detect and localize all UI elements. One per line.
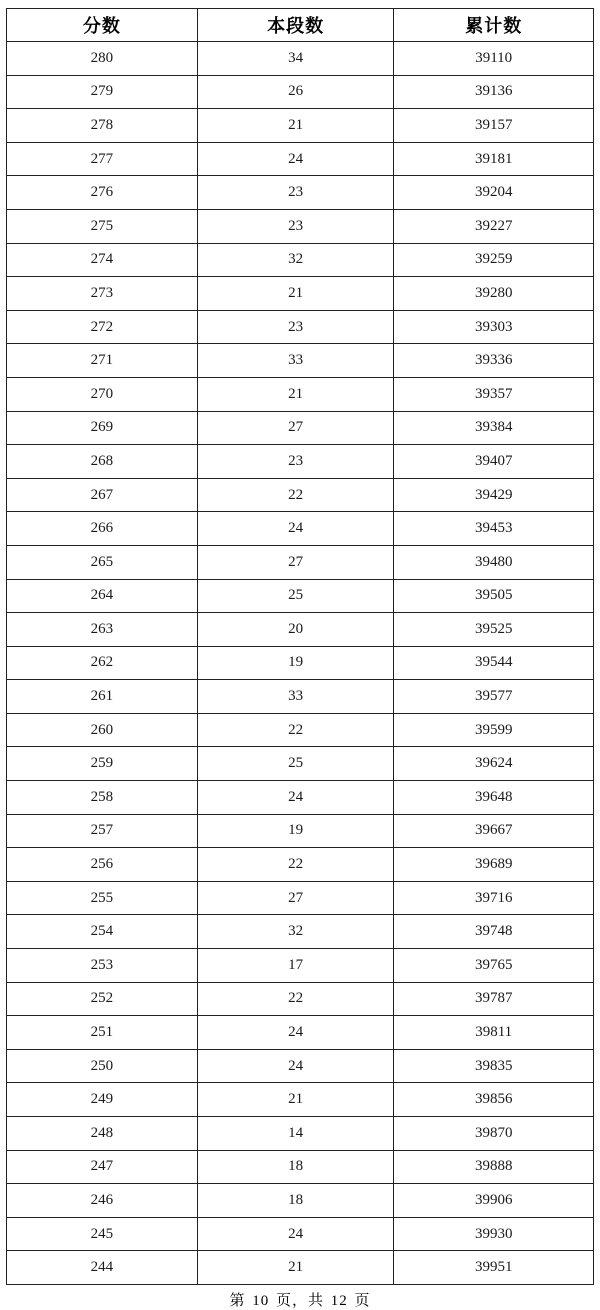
cell-segment-count: 33 <box>197 344 394 378</box>
cell-segment-count: 23 <box>197 176 394 210</box>
cell-cumulative-count: 39259 <box>394 243 594 277</box>
table-row <box>7 277 594 311</box>
cell-segment-count: 17 <box>197 949 394 983</box>
cell-cumulative-count: 39648 <box>394 781 594 815</box>
table-row <box>7 848 594 882</box>
cell-segment-count: 21 <box>197 377 394 411</box>
cell-cumulative-count: 39599 <box>394 713 594 747</box>
cell-cumulative-count: 39951 <box>394 1251 594 1285</box>
cell-segment-count: 22 <box>197 713 394 747</box>
table-row <box>7 781 594 815</box>
table-header-row <box>7 9 594 42</box>
cell-cumulative-count: 39835 <box>394 1049 594 1083</box>
cell-segment-count: 19 <box>197 646 394 680</box>
cell-cumulative-count: 39357 <box>394 377 594 411</box>
cell-segment-count: 25 <box>197 579 394 613</box>
cell-cumulative-count: 39429 <box>394 478 594 512</box>
cell-score: 274 <box>7 243 198 277</box>
footer-current-page: 10 <box>252 1292 270 1309</box>
cell-score: 265 <box>7 545 198 579</box>
cell-segment-count: 24 <box>197 142 394 176</box>
table-row <box>7 1217 594 1251</box>
table-row <box>7 344 594 378</box>
cell-score: 247 <box>7 1150 198 1184</box>
cell-score: 262 <box>7 646 198 680</box>
cell-score: 259 <box>7 747 198 781</box>
cell-cumulative-count: 39930 <box>394 1217 594 1251</box>
table-row <box>7 814 594 848</box>
table-row <box>7 310 594 344</box>
table-row <box>7 613 594 647</box>
cell-score: 260 <box>7 713 198 747</box>
cell-segment-count: 32 <box>197 243 394 277</box>
cell-score: 261 <box>7 680 198 714</box>
cell-cumulative-count: 39906 <box>394 1184 594 1218</box>
cell-score: 252 <box>7 982 198 1016</box>
cell-score: 246 <box>7 1184 198 1218</box>
cell-cumulative-count: 39480 <box>394 545 594 579</box>
cell-cumulative-count: 39181 <box>394 142 594 176</box>
table-row <box>7 209 594 243</box>
column-header-score: 分数 <box>7 9 198 42</box>
cell-segment-count: 20 <box>197 613 394 647</box>
cell-cumulative-count: 39407 <box>394 445 594 479</box>
cell-score: 249 <box>7 1083 198 1117</box>
table-row <box>7 109 594 143</box>
cell-score: 266 <box>7 512 198 546</box>
cell-segment-count: 24 <box>197 781 394 815</box>
cell-segment-count: 34 <box>197 42 394 76</box>
cell-segment-count: 32 <box>197 915 394 949</box>
cell-cumulative-count: 39505 <box>394 579 594 613</box>
cell-cumulative-count: 39157 <box>394 109 594 143</box>
cell-score: 275 <box>7 209 198 243</box>
column-header-cumulative-count: 累计数 <box>394 9 594 42</box>
table-row <box>7 1049 594 1083</box>
table-row <box>7 1083 594 1117</box>
table-row <box>7 1184 594 1218</box>
cell-segment-count: 24 <box>197 1217 394 1251</box>
cell-cumulative-count: 39624 <box>394 747 594 781</box>
table-row <box>7 1251 594 1285</box>
cell-score: 245 <box>7 1217 198 1251</box>
cell-cumulative-count: 39667 <box>394 814 594 848</box>
cell-score: 248 <box>7 1117 198 1151</box>
cell-segment-count: 25 <box>197 747 394 781</box>
cell-score: 279 <box>7 75 198 109</box>
cell-segment-count: 26 <box>197 75 394 109</box>
cell-score: 250 <box>7 1049 198 1083</box>
cell-segment-count: 23 <box>197 445 394 479</box>
table-row <box>7 142 594 176</box>
cell-cumulative-count: 39856 <box>394 1083 594 1117</box>
cell-cumulative-count: 39544 <box>394 646 594 680</box>
cell-cumulative-count: 39787 <box>394 982 594 1016</box>
cell-cumulative-count: 39384 <box>394 411 594 445</box>
table-row <box>7 680 594 714</box>
cell-score: 264 <box>7 579 198 613</box>
cell-segment-count: 24 <box>197 512 394 546</box>
table-row <box>7 915 594 949</box>
cell-score: 273 <box>7 277 198 311</box>
cell-cumulative-count: 39748 <box>394 915 594 949</box>
cell-cumulative-count: 39136 <box>394 75 594 109</box>
table-row <box>7 1150 594 1184</box>
table-row <box>7 478 594 512</box>
cell-score: 277 <box>7 142 198 176</box>
cell-score: 255 <box>7 881 198 915</box>
table-row <box>7 176 594 210</box>
cell-cumulative-count: 39204 <box>394 176 594 210</box>
footer-total-pages: 12 <box>330 1292 348 1309</box>
cell-cumulative-count: 39577 <box>394 680 594 714</box>
page-footer <box>6 1289 594 1310</box>
cell-cumulative-count: 39110 <box>394 42 594 76</box>
cell-segment-count: 22 <box>197 848 394 882</box>
cell-segment-count: 24 <box>197 1016 394 1050</box>
cell-segment-count: 23 <box>197 310 394 344</box>
cell-score: 244 <box>7 1251 198 1285</box>
cell-score: 280 <box>7 42 198 76</box>
cell-cumulative-count: 39765 <box>394 949 594 983</box>
cell-cumulative-count: 39525 <box>394 613 594 647</box>
cell-cumulative-count: 39716 <box>394 881 594 915</box>
cell-score: 256 <box>7 848 198 882</box>
cell-segment-count: 33 <box>197 680 394 714</box>
cell-cumulative-count: 39303 <box>394 310 594 344</box>
cell-score: 251 <box>7 1016 198 1050</box>
cell-score: 267 <box>7 478 198 512</box>
table-row <box>7 713 594 747</box>
table-row <box>7 411 594 445</box>
table-body <box>7 42 594 1285</box>
cell-score: 268 <box>7 445 198 479</box>
table-row <box>7 949 594 983</box>
cell-segment-count: 21 <box>197 1083 394 1117</box>
cell-score: 272 <box>7 310 198 344</box>
cell-score: 276 <box>7 176 198 210</box>
cell-segment-count: 21 <box>197 109 394 143</box>
cell-cumulative-count: 39227 <box>394 209 594 243</box>
cell-segment-count: 24 <box>197 1049 394 1083</box>
cell-score: 263 <box>7 613 198 647</box>
cell-cumulative-count: 39689 <box>394 848 594 882</box>
cell-segment-count: 22 <box>197 982 394 1016</box>
table-row <box>7 545 594 579</box>
cell-cumulative-count: 39453 <box>394 512 594 546</box>
table-row <box>7 42 594 76</box>
cell-segment-count: 18 <box>197 1150 394 1184</box>
cell-score: 278 <box>7 109 198 143</box>
table-header <box>7 9 594 42</box>
cell-segment-count: 21 <box>197 1251 394 1285</box>
table-row <box>7 881 594 915</box>
cell-cumulative-count: 39280 <box>394 277 594 311</box>
cell-segment-count: 19 <box>197 814 394 848</box>
footer-page-unit: 页，共 <box>275 1292 324 1309</box>
cell-segment-count: 18 <box>197 1184 394 1218</box>
cell-cumulative-count: 39811 <box>394 1016 594 1050</box>
cell-segment-count: 22 <box>197 478 394 512</box>
table-row <box>7 747 594 781</box>
cell-cumulative-count: 39888 <box>394 1150 594 1184</box>
cell-cumulative-count: 39336 <box>394 344 594 378</box>
cell-score: 271 <box>7 344 198 378</box>
cell-cumulative-count: 39870 <box>394 1117 594 1151</box>
table-row <box>7 579 594 613</box>
table-row <box>7 243 594 277</box>
cell-score: 254 <box>7 915 198 949</box>
footer-total-unit: 页 <box>354 1292 371 1309</box>
table-row <box>7 445 594 479</box>
table-row <box>7 982 594 1016</box>
cell-segment-count: 23 <box>197 209 394 243</box>
cell-score: 257 <box>7 814 198 848</box>
table-row <box>7 377 594 411</box>
score-distribution-table <box>6 8 594 1285</box>
cell-segment-count: 27 <box>197 881 394 915</box>
table-row <box>7 1016 594 1050</box>
table-row <box>7 75 594 109</box>
cell-segment-count: 21 <box>197 277 394 311</box>
cell-segment-count: 27 <box>197 545 394 579</box>
cell-score: 253 <box>7 949 198 983</box>
column-header-segment-count: 本段数 <box>197 9 394 42</box>
table-row <box>7 1117 594 1151</box>
footer-prefix: 第 <box>229 1292 246 1309</box>
cell-segment-count: 27 <box>197 411 394 445</box>
cell-score: 270 <box>7 377 198 411</box>
table-row <box>7 646 594 680</box>
cell-score: 258 <box>7 781 198 815</box>
cell-score: 269 <box>7 411 198 445</box>
cell-segment-count: 14 <box>197 1117 394 1151</box>
table-row <box>7 512 594 546</box>
